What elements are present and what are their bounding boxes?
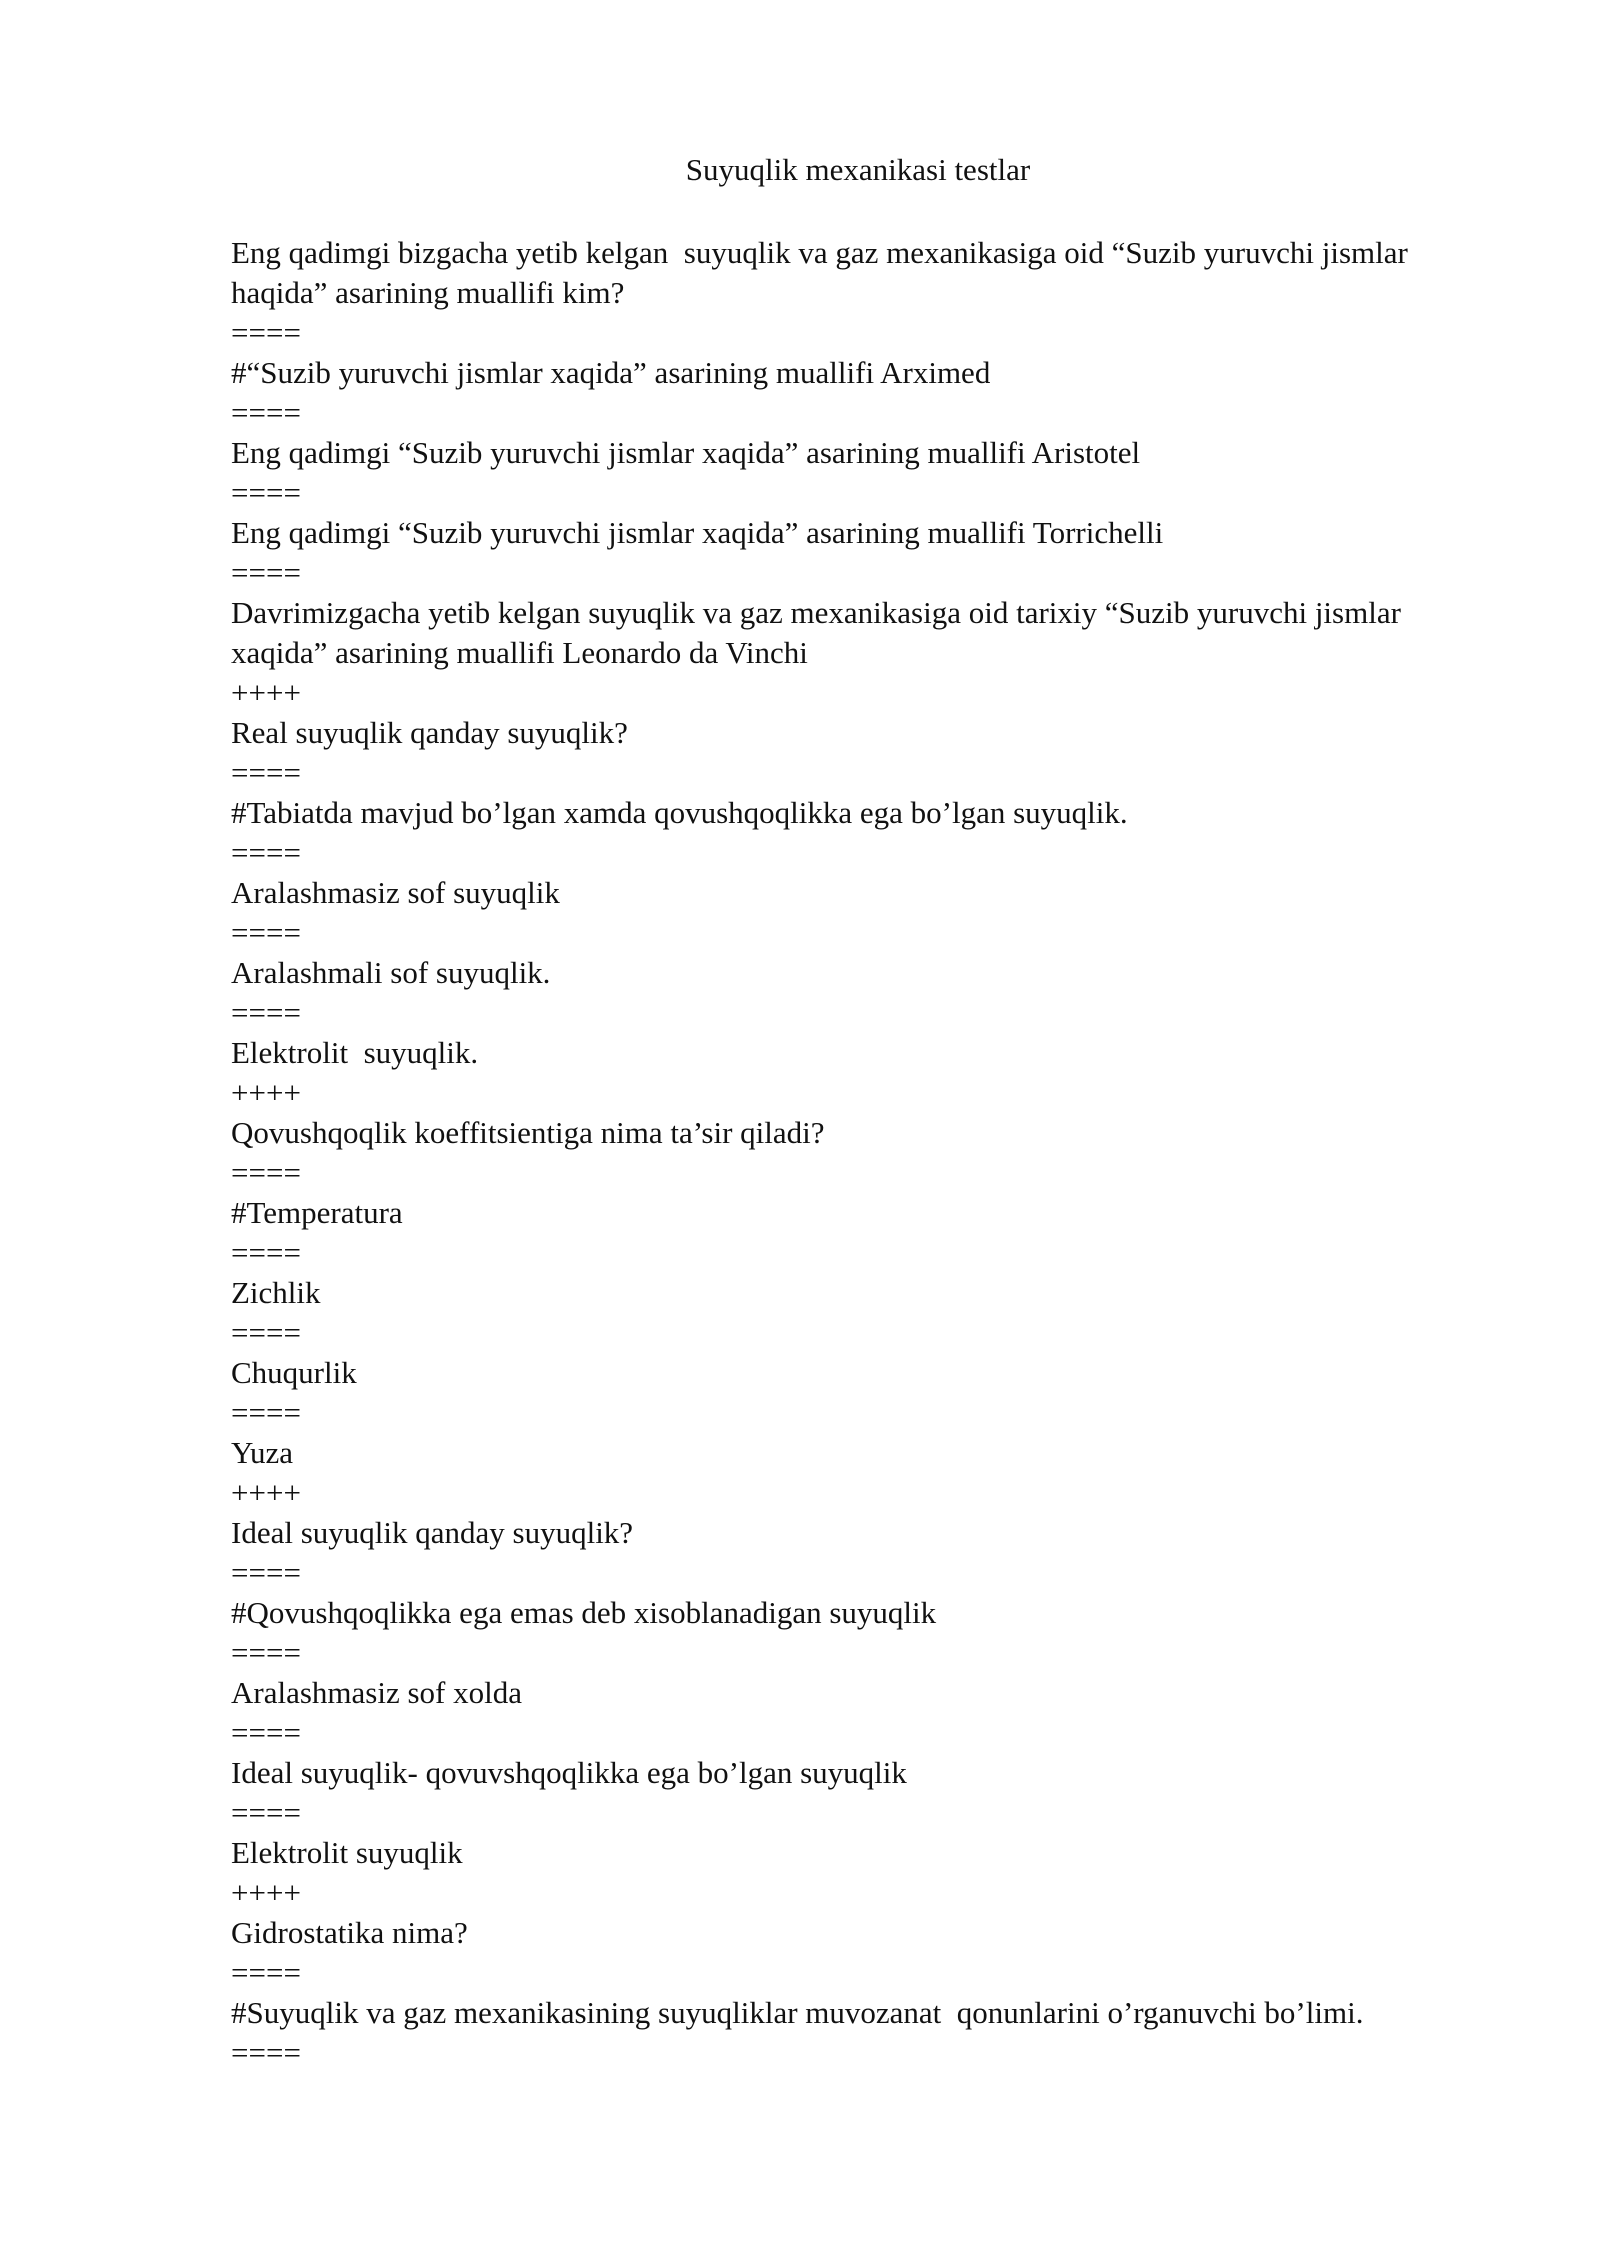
separator: ==== [231, 395, 301, 430]
answer-option: Aralashmali sof suyuqlik. [231, 955, 551, 990]
separator: ==== [231, 1555, 301, 1590]
question-2-text: Real suyuqlik qanday suyuqlik? [231, 715, 628, 750]
separator: ==== [231, 315, 301, 350]
answer-correct: #“Suzib yuruvchi jismlar xaqida” asarining muallifi Arximed [231, 355, 991, 390]
separator: ==== [231, 755, 301, 790]
separator: ==== [231, 1795, 301, 1830]
answer-option: Aralashmasiz sof suyuqlik [231, 875, 560, 910]
answer-option: Eng qadimgi “Suzib yuruvchi jismlar xaqida” asarining muallifi Aristotel [231, 435, 1141, 470]
question-separator: ++++ [231, 1875, 301, 1910]
answer-correct: #Qovushqoqlikka ega emas deb xisoblanadigan suyuqlik [231, 1595, 937, 1630]
answer-option: Elektrolit suyuqlik. [231, 1035, 479, 1070]
separator: ==== [231, 1395, 301, 1430]
separator: ==== [231, 2035, 301, 2070]
answer-option: Eng qadimgi “Suzib yuruvchi jismlar xaqida” asarining muallifi Torrichelli [231, 515, 1164, 550]
separator: ==== [231, 835, 301, 870]
question-1-text: Eng qadimgi bizgacha yetib kelgan suyuqlik va gaz mexanikasiga oid “Suzib yuruvchi jismlar haqida” asarining muallifi kim? [231, 235, 1416, 310]
question-separator: ++++ [231, 675, 301, 710]
separator: ==== [231, 555, 301, 590]
question-4-text: Ideal suyuqlik qanday suyuqlik? [231, 1515, 634, 1550]
question-3-text: Qovushqoqlik koeffitsientiga nima ta’sir qiladi? [231, 1115, 825, 1150]
answer-option: Ideal suyuqlik- qovuvshqoqlikka ega bo’lgan suyuqlik [231, 1755, 907, 1790]
answer-correct: #Suyuqlik va gaz mexanikasining suyuqliklar muvozanat qonunlarini o’rganuvchi bo’limi. [231, 1995, 1364, 2030]
separator: ==== [231, 1715, 301, 1750]
answer-option: Zichlik [231, 1275, 321, 1310]
separator: ==== [231, 1315, 301, 1350]
question-separator: ++++ [231, 1475, 301, 1510]
question-5-text: Gidrostatika nima? [231, 1915, 468, 1950]
answer-option: Chuqurlik [231, 1355, 357, 1390]
separator: ==== [231, 915, 301, 950]
question-separator: ++++ [231, 1075, 301, 1110]
answer-correct: #Temperatura [231, 1195, 403, 1230]
separator: ==== [231, 1235, 301, 1270]
document-body [231, 233, 1481, 2073]
separator: ==== [231, 475, 301, 510]
answer-correct: #Tabiatda mavjud bo’lgan xamda qovushqoqlikka ega bo’lgan suyuqlik. [231, 795, 1128, 830]
answer-option: Aralashmasiz sof xolda [231, 1675, 522, 1710]
answer-option: Davrimizgacha yetib kelgan suyuqlik va gaz mexanikasiga oid tarixiy “Suzib yuruvchi jismlar xaqida” asarining muallifi Leonardo da Vinchi [231, 595, 1409, 670]
separator: ==== [231, 995, 301, 1030]
answer-option: Elektrolit suyuqlik [231, 1835, 463, 1870]
separator: ==== [231, 1635, 301, 1670]
document-title: Suyuqlik mexanikasi testlar [685, 152, 1031, 187]
separator: ==== [231, 1155, 301, 1190]
answer-option: Yuza [231, 1435, 293, 1470]
separator: ==== [231, 1955, 301, 1990]
